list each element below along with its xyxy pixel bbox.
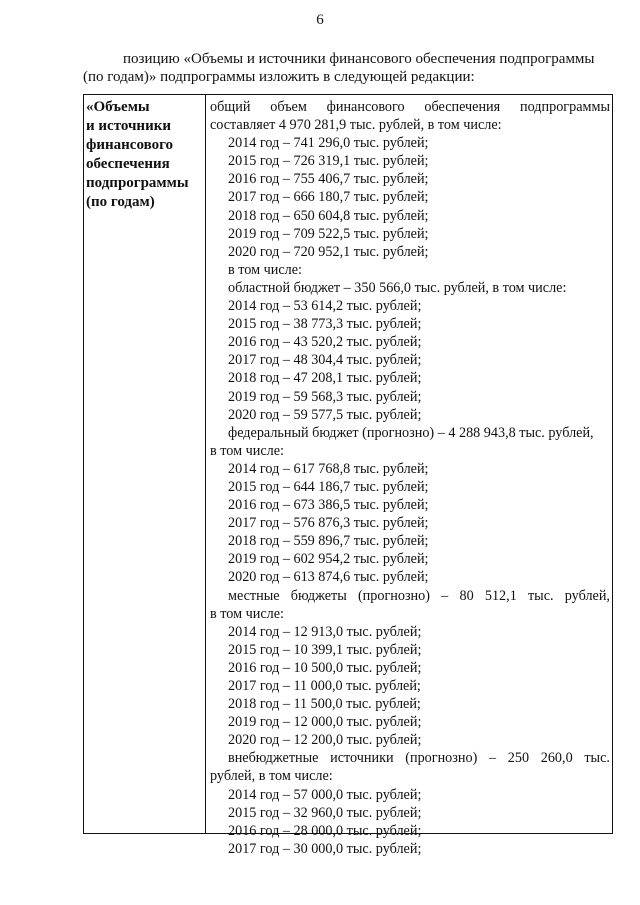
funding-line: 2016 год – 28 000,0 тыс. рублей;	[228, 822, 422, 839]
funding-line: федеральный бюджет (прогнозно) – 4 288 943,8 тыс. рублей,	[228, 424, 594, 441]
funding-line: составляет 4 970 281,9 тыс. рублей, в том числе:	[210, 117, 502, 134]
funding-line: 2014 год – 57 000,0 тыс. рублей;	[228, 786, 422, 803]
column-divider	[205, 95, 206, 833]
funding-line: 2017 год – 11 000,0 тыс. рублей;	[228, 678, 421, 694]
funding-line: 2020 год – 613 874,6 тыс. рублей;	[228, 569, 429, 586]
funding-line: 2014 год – 12 913,0 тыс. рублей;	[228, 623, 422, 640]
funding-line: 2018 год – 11 500,0 тыс. рублей;	[228, 696, 421, 713]
table-left-header	[86, 98, 201, 212]
table-left-line: и источники	[86, 118, 172, 134]
funding-line: 2018 год – 650 604,8 тыс. рублей;	[228, 207, 429, 224]
funding-line: внебюджетные источники (прогнозно) – 250 260,0 тыс.	[228, 750, 610, 767]
funding-line: местные бюджеты (прогнозно) – 80 512,1 тыс. рублей,	[228, 587, 610, 604]
funding-line: 2016 год – 755 406,7 тыс. рублей;	[228, 171, 429, 188]
funding-table	[83, 94, 613, 857]
funding-line: 2014 год – 741 296,0 тыс. рублей;	[228, 135, 429, 152]
funding-line: 2020 год – 59 577,5 тыс. рублей;	[228, 406, 422, 423]
funding-line: в том числе:	[210, 605, 284, 622]
funding-line: в том числе:	[210, 442, 284, 459]
funding-line: 2020 год – 12 200,0 тыс. рублей;	[228, 732, 422, 749]
table-left-line: «Объемы	[86, 99, 150, 115]
funding-line: 2016 год – 43 520,2 тыс. рублей;	[228, 334, 422, 351]
funding-line: 2020 год – 720 952,1 тыс. рублей;	[228, 243, 429, 260]
funding-line: 2017 год – 666 180,7 тыс. рублей;	[228, 189, 429, 206]
table-left-line: финансового	[86, 137, 174, 153]
funding-line: 2017 год – 48 304,4 тыс. рублей;	[228, 352, 422, 369]
funding-line: областной бюджет – 350 566,0 тыс. рублей, в том числе:	[228, 279, 567, 296]
intro-line-1: позицию «Объемы и источники финансового обеспечения подпрограммы	[123, 51, 595, 67]
funding-line: 2015 год – 644 186,7 тыс. рублей;	[228, 478, 429, 495]
funding-line: рублей, в том числе:	[210, 768, 333, 785]
table-left-line: обеспечения	[86, 156, 170, 172]
page-number: 6	[316, 12, 324, 28]
intro-paragraph	[83, 50, 613, 86]
table-left-line: подпрограммы	[86, 175, 189, 191]
funding-line: 2015 год – 726 319,1 тыс. рублей;	[228, 153, 429, 170]
funding-line: 2016 год – 673 386,5 тыс. рублей;	[228, 497, 429, 514]
funding-line: 2019 год – 709 522,5 тыс. рублей;	[228, 225, 429, 242]
funding-line: 2018 год – 47 208,1 тыс. рублей;	[228, 370, 422, 387]
funding-line: 2015 год – 38 773,3 тыс. рублей;	[228, 316, 422, 333]
funding-line: 2019 год – 59 568,3 тыс. рублей;	[228, 388, 422, 405]
intro-line-2: (по годам)» подпрограммы изложить в следующей редакции:	[83, 69, 475, 85]
funding-line: 2017 год – 30 000,0 тыс. рублей;	[228, 840, 422, 857]
table-left-line: (по годам)	[86, 194, 155, 210]
funding-line: 2015 год – 10 399,1 тыс. рублей;	[228, 641, 422, 658]
funding-line: 2016 год – 10 500,0 тыс. рублей;	[228, 659, 422, 676]
funding-line: 2019 год – 12 000,0 тыс. рублей;	[228, 714, 422, 731]
funding-line: 2014 год – 53 614,2 тыс. рублей;	[228, 298, 422, 315]
funding-line: 2017 год – 576 876,3 тыс. рублей;	[228, 515, 429, 532]
funding-line: 2019 год – 602 954,2 тыс. рублей;	[228, 551, 429, 568]
funding-line: 2014 год – 617 768,8 тыс. рублей;	[228, 460, 429, 477]
table-right-content	[210, 98, 610, 858]
funding-line: 2018 год – 559 896,7 тыс. рублей;	[228, 533, 429, 550]
funding-line: общий объем финансового обеспечения подпрограммы	[210, 99, 610, 115]
funding-line: в том числе:	[228, 261, 302, 278]
funding-line: 2015 год – 32 960,0 тыс. рублей;	[228, 804, 422, 821]
